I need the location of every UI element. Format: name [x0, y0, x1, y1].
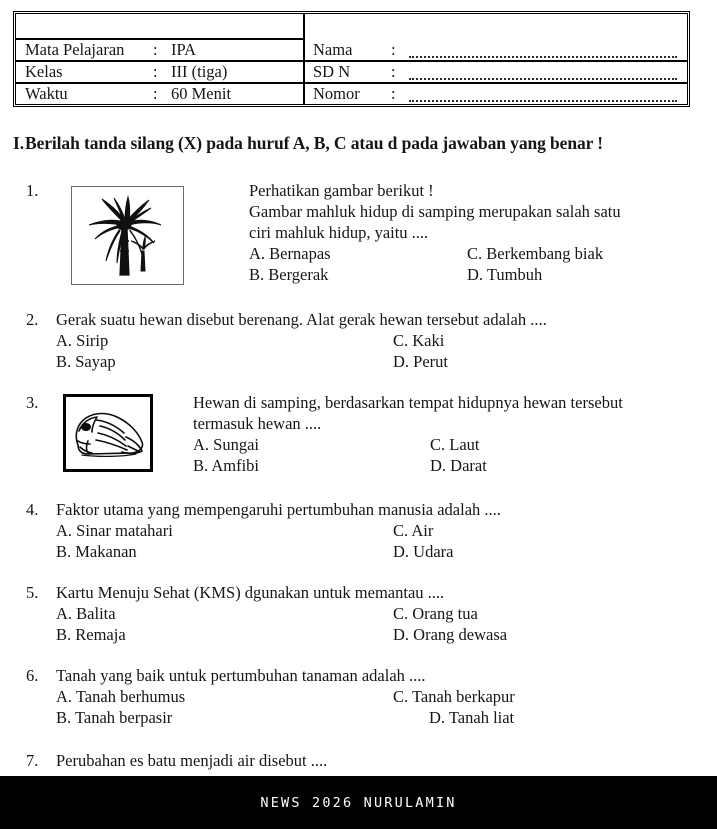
class-label: Kelas	[25, 61, 63, 81]
number-colon: :	[391, 83, 396, 103]
header-row-subject	[16, 38, 303, 60]
question-1-option-c[interactable]: C. Berkembang biak	[467, 244, 604, 263]
footer-watermark-text: NEWS 2026 NURULAMIN	[260, 794, 457, 811]
school-label: SD N	[313, 61, 351, 81]
question-3-option-c[interactable]: C. Laut	[430, 435, 480, 454]
number-label: Nomor	[313, 83, 360, 103]
header-row-school	[305, 60, 687, 82]
header-row-class	[16, 60, 303, 82]
header-row-name	[305, 38, 687, 60]
header-right-spacer	[305, 14, 687, 38]
section-instruction	[13, 133, 703, 154]
question-6-option-d[interactable]: D. Tanah liat	[429, 708, 515, 727]
school-colon: :	[391, 61, 396, 81]
question-4-options	[56, 520, 710, 562]
question-3-stem-line-1: Hewan di samping, berdasarkan tempat hidupnya hewan tersebut	[193, 393, 623, 412]
question-7	[26, 750, 710, 771]
header-row-number	[305, 82, 687, 104]
school-fill-line[interactable]	[409, 71, 677, 80]
banana-tree-figure	[71, 186, 184, 285]
question-2-option-a[interactable]: A. Sirip	[56, 331, 109, 350]
question-3-option-a[interactable]: A. Sungai	[193, 435, 259, 454]
question-6-stem-line-1: Tanah yang baik untuk pertumbuhan tanaman adalah ....	[56, 666, 426, 685]
class-colon: :	[153, 61, 158, 81]
question-1-options	[249, 243, 710, 285]
question-6-option-a[interactable]: A. Tanah berhumus	[56, 687, 186, 706]
question-1-stem-line-3: ciri mahluk hidup, yaitu ....	[249, 223, 429, 242]
time-label: Waktu	[25, 83, 68, 103]
question-2-option-c[interactable]: C. Kaki	[393, 331, 445, 350]
question-1-option-d[interactable]: D. Tumbuh	[467, 265, 543, 284]
question-5-stem-line-1: Kartu Menuju Sehat (KMS) dgunakan untuk memantau ....	[56, 583, 445, 602]
time-colon: :	[153, 83, 158, 103]
question-2-stem-line-1: Gerak suatu hewan disebut berenang. Alat gerak hewan tersebut adalah ....	[56, 310, 547, 329]
section-number: I.	[13, 133, 24, 153]
question-2	[26, 309, 710, 372]
question-1-stem-line-1: Perhatikan gambar berikut !	[249, 181, 434, 200]
subject-colon: :	[153, 39, 158, 59]
question-4-stem-line-1: Faktor utama yang mempengaruhi pertumbuhan manusia adalah ....	[56, 500, 501, 519]
name-colon: :	[391, 39, 396, 59]
question-6-option-b[interactable]: B. Tanah berpasir	[56, 708, 173, 727]
question-6-option-c[interactable]: C. Tanah berkapur	[393, 687, 515, 706]
question-2-number: 2.	[26, 310, 39, 329]
footer-watermark-bar	[0, 776, 717, 829]
header-left-spacer	[16, 14, 303, 38]
header-table-left-column	[16, 14, 305, 104]
question-5-option-c[interactable]: C. Orang tua	[393, 604, 478, 623]
name-label: Nama	[313, 39, 353, 59]
question-7-stem-line-1: Perubahan es batu menjadi air disebut ....	[56, 751, 328, 770]
question-1-stem-line-2: Gambar mahluk hidup di samping merupakan salah satu	[249, 202, 621, 221]
question-3-option-d[interactable]: D. Darat	[430, 456, 487, 475]
question-4-option-b[interactable]: B. Makanan	[56, 542, 137, 561]
header-table-right-column	[305, 14, 687, 104]
exam-header-table	[13, 11, 690, 107]
question-5-option-b[interactable]: B. Remaja	[56, 625, 126, 644]
question-2-option-d[interactable]: D. Perut	[393, 352, 448, 371]
question-1-option-b[interactable]: B. Bergerak	[249, 265, 329, 284]
question-5-number: 5.	[26, 583, 39, 602]
question-1-number: 1.	[26, 181, 39, 200]
banana-tree-drawing	[72, 187, 183, 284]
question-3-number: 3.	[26, 393, 39, 412]
number-fill-line[interactable]	[409, 93, 677, 102]
question-6	[26, 665, 710, 728]
question-4-option-c[interactable]: C. Air	[393, 521, 434, 540]
question-5-option-d[interactable]: D. Orang dewasa	[393, 625, 508, 644]
question-6-number: 6.	[26, 666, 39, 685]
question-4	[26, 499, 710, 562]
time-value: 60 Menit	[171, 83, 232, 103]
frog-figure	[63, 394, 153, 472]
subject-label: Mata Pelajaran	[25, 39, 125, 59]
section-instruction-text: Berilah tanda silang (X) pada huruf A, B, C atau d pada jawaban yang benar !	[25, 133, 603, 153]
question-4-option-d[interactable]: D. Udara	[393, 542, 454, 561]
question-5	[26, 582, 710, 645]
frog-drawing	[66, 397, 150, 469]
question-6-options	[56, 686, 710, 728]
question-5-options	[56, 603, 710, 645]
question-7-number: 7.	[26, 751, 39, 770]
header-row-time	[16, 82, 303, 104]
question-3-stem-line-2: termasuk hewan ....	[193, 414, 322, 433]
question-4-number: 4.	[26, 500, 39, 519]
question-2-option-b[interactable]: B. Sayap	[56, 352, 116, 371]
question-5-option-a[interactable]: A. Balita	[56, 604, 116, 623]
question-2-options	[56, 330, 710, 372]
question-3-option-b[interactable]: B. Amfibi	[193, 456, 260, 475]
class-value: III (tiga)	[171, 61, 228, 81]
subject-value: IPA	[171, 39, 197, 59]
name-fill-line[interactable]	[409, 49, 677, 58]
question-3-options	[193, 434, 710, 476]
question-1-option-a[interactable]: A. Bernapas	[249, 244, 331, 263]
question-4-option-a[interactable]: A. Sinar matahari	[56, 521, 173, 540]
